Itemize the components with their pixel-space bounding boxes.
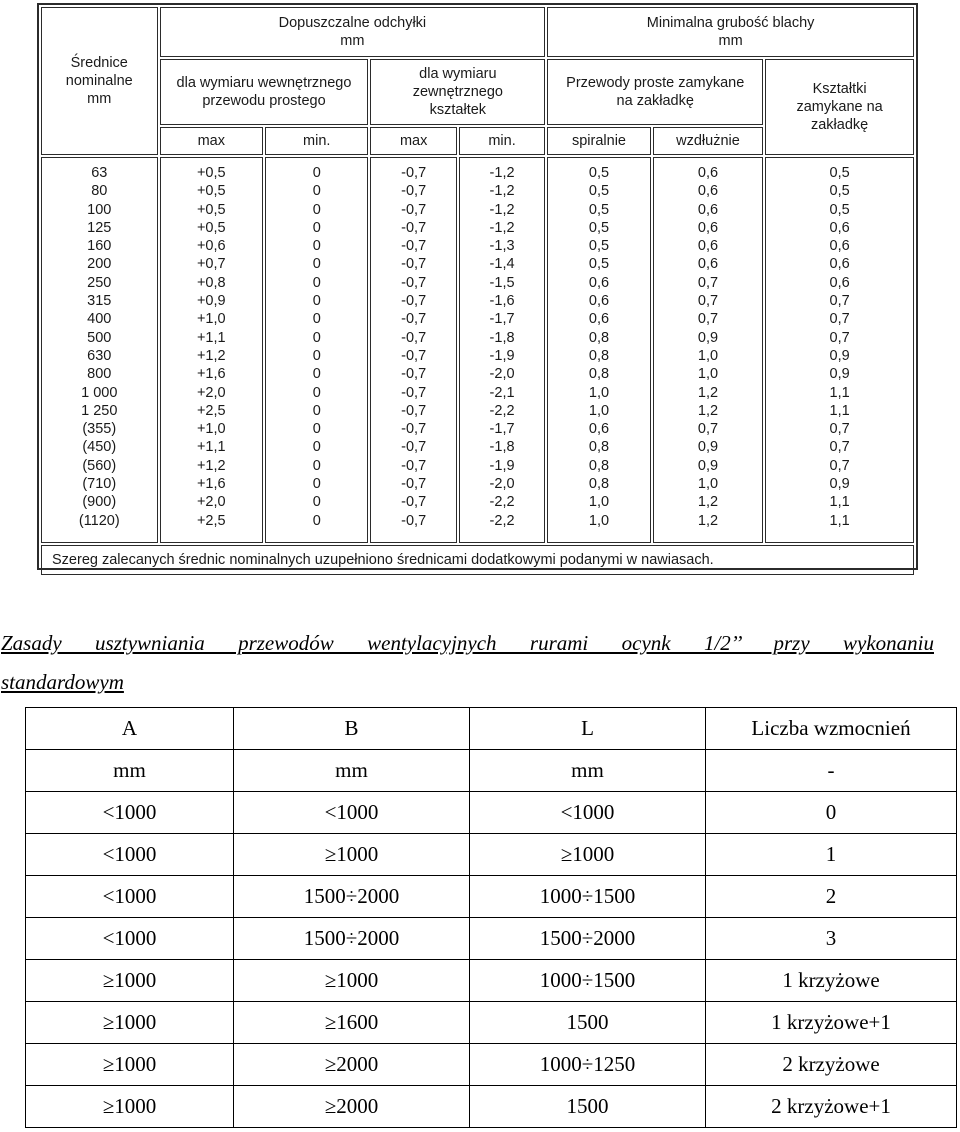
cell-wzdluz-6: 0,7 xyxy=(697,274,719,291)
cell-max_out-1: -0,7 xyxy=(401,183,427,200)
table-cell: 1000÷1500 xyxy=(470,960,706,1002)
cell-wzdluz-7: 0,7 xyxy=(697,293,719,310)
cell-max_in-9: +1,1 xyxy=(196,329,226,346)
cell-ksztaltki-11: 0,9 xyxy=(829,366,850,383)
cell-diam-12: 1 000 xyxy=(81,384,118,401)
cell-min_in-2: 0 xyxy=(312,201,321,218)
table-cell: 1500 xyxy=(470,1002,706,1044)
table-cell: 2 krzyżowe+1 xyxy=(706,1086,957,1128)
cell-diam-10: 630 xyxy=(87,347,112,364)
cell-ksztaltki-4: 0,6 xyxy=(829,238,850,255)
cell-max_out-17: -0,7 xyxy=(401,476,427,493)
cell-diam-3: 125 xyxy=(87,219,112,236)
cell-max_out-2: -0,7 xyxy=(401,201,427,218)
table-cell: <1000 xyxy=(26,792,234,834)
header-min-inner: min. xyxy=(265,127,368,155)
cell-max_in-19: +2,5 xyxy=(196,512,226,529)
header-fittings: Kształtki zamykane na zakładkę xyxy=(765,59,914,155)
cell-spiral-6: 0,6 xyxy=(588,274,610,291)
table-row xyxy=(26,708,957,750)
table-cell: 1500 xyxy=(470,1086,706,1128)
cell-min_in-5: 0 xyxy=(312,256,321,273)
table-cell: ≥1000 xyxy=(26,1086,234,1128)
cell-wzdluz-17: 1,0 xyxy=(697,476,719,493)
cell-max_out-5: -0,7 xyxy=(401,256,427,273)
cell-spiral-4: 0,5 xyxy=(588,238,610,255)
cell-ksztaltki-10: 0,9 xyxy=(829,347,850,364)
diameter-tolerance-table-frame xyxy=(37,3,918,570)
cell-max_out-3: -0,7 xyxy=(401,219,427,236)
cell-spiral-3: 0,5 xyxy=(588,219,610,236)
cell-min_out-13: -2,2 xyxy=(489,402,515,419)
table-row xyxy=(26,1002,957,1044)
cell-min_out-16: -1,9 xyxy=(489,457,515,474)
cell-max_in-17: +1,6 xyxy=(196,476,226,493)
cell-min_out-8: -1,7 xyxy=(489,311,515,328)
cell-ksztaltki-18: 1,1 xyxy=(829,494,850,511)
table-cell: mm xyxy=(234,750,470,792)
cell-min_in-14: 0 xyxy=(312,421,321,438)
cell-ksztaltki-6: 0,6 xyxy=(829,274,850,291)
table-row xyxy=(26,960,957,1002)
cell-wzdluz-19: 1,2 xyxy=(697,512,719,529)
cell-wzdluz-18: 1,2 xyxy=(697,494,719,511)
cell-max_out-12: -0,7 xyxy=(401,384,427,401)
cell-min_out-0: -1,2 xyxy=(489,165,515,181)
table-cell: <1000 xyxy=(26,834,234,876)
header-inner-dimension: dla wymiaru wewnętrznego przewodu prostego xyxy=(160,59,369,125)
table-cell: ≥1000 xyxy=(470,834,706,876)
table-cell: A xyxy=(26,708,234,750)
cell-ksztaltki-17: 0,9 xyxy=(829,476,850,493)
cell-wzdluz-2: 0,6 xyxy=(697,201,719,218)
table-cell: ≥1000 xyxy=(26,960,234,1002)
cell-diam-1: 80 xyxy=(91,183,108,200)
cell-min_out-19: -2,2 xyxy=(489,512,515,529)
cell-min_in-10: 0 xyxy=(312,347,321,364)
cell-diam-4: 160 xyxy=(87,238,112,255)
header-spiral: spiralnie xyxy=(547,127,650,155)
cell-diam-0: 63 xyxy=(91,165,108,181)
table-row xyxy=(26,1044,957,1086)
table-cell: 0 xyxy=(706,792,957,834)
cell-diam-18: (900) xyxy=(82,494,117,511)
column-fittings xyxy=(765,157,914,543)
table-cell: <1000 xyxy=(26,918,234,960)
cell-ksztaltki-2: 0,5 xyxy=(829,201,850,218)
header-max-outer: max xyxy=(370,127,456,155)
cell-spiral-11: 0,8 xyxy=(588,366,610,383)
table-row xyxy=(26,750,957,792)
cell-max_in-8: +1,0 xyxy=(196,311,226,328)
table-cell: ≥1000 xyxy=(26,1002,234,1044)
cell-min_in-11: 0 xyxy=(312,366,321,383)
cell-max_in-14: +1,0 xyxy=(196,421,226,438)
cell-wzdluz-14: 0,7 xyxy=(697,421,719,438)
column-min-inner xyxy=(265,157,368,543)
cell-wzdluz-15: 0,9 xyxy=(697,439,719,456)
cell-max_in-7: +0,9 xyxy=(196,293,226,310)
cell-wzdluz-8: 0,7 xyxy=(697,311,719,328)
cell-diam-9: 500 xyxy=(87,329,112,346)
table-cell: ≥1000 xyxy=(234,960,470,1002)
cell-min_in-18: 0 xyxy=(312,494,321,511)
cell-diam-15: (450) xyxy=(82,439,117,456)
cell-max_in-12: +2,0 xyxy=(196,384,226,401)
cell-wzdluz-9: 0,9 xyxy=(697,329,719,346)
column-diameter xyxy=(41,157,158,543)
cell-max_out-4: -0,7 xyxy=(401,238,427,255)
table-cell: - xyxy=(706,750,957,792)
table-cell: <1000 xyxy=(470,792,706,834)
header-tolerances: Dopuszczalne odchyłki mm xyxy=(160,7,546,57)
cell-min_in-17: 0 xyxy=(312,476,321,493)
table-cell: 1000÷1500 xyxy=(470,876,706,918)
table-row xyxy=(26,876,957,918)
cell-min_out-14: -1,7 xyxy=(489,421,515,438)
cell-diam-2: 100 xyxy=(87,201,112,218)
table-cell: 2 krzyżowe xyxy=(706,1044,957,1086)
cell-spiral-13: 1,0 xyxy=(588,402,610,419)
cell-min_in-3: 0 xyxy=(312,219,321,236)
table-note: Szereg zalecanych średnic nominalnych uzupełniono średnicami dodatkowymi podanymi w nawiasach. xyxy=(41,545,914,575)
table-cell: 3 xyxy=(706,918,957,960)
reinforcement-table xyxy=(25,707,957,1128)
cell-min_in-4: 0 xyxy=(312,238,321,255)
cell-diam-7: 315 xyxy=(87,293,112,310)
table-cell: 1 xyxy=(706,834,957,876)
cell-min_out-6: -1,5 xyxy=(489,274,515,291)
cell-spiral-18: 1,0 xyxy=(588,494,610,511)
cell-max_in-10: +1,2 xyxy=(196,347,226,364)
cell-spiral-8: 0,6 xyxy=(588,311,610,328)
cell-max_out-13: -0,7 xyxy=(401,402,427,419)
cell-spiral-5: 0,5 xyxy=(588,256,610,273)
column-max-outer xyxy=(370,157,456,543)
cell-spiral-2: 0,5 xyxy=(588,201,610,218)
cell-ksztaltki-12: 1,1 xyxy=(829,384,850,401)
cell-max_out-16: -0,7 xyxy=(401,457,427,474)
cell-wzdluz-10: 1,0 xyxy=(697,347,719,364)
reinforcement-table-body xyxy=(26,708,957,1128)
table-cell: Liczba wzmocnień xyxy=(706,708,957,750)
cell-diam-11: 800 xyxy=(87,366,112,383)
table-cell: L xyxy=(470,708,706,750)
cell-min_in-13: 0 xyxy=(312,402,321,419)
cell-min_out-1: -1,2 xyxy=(489,183,515,200)
cell-min_out-4: -1,3 xyxy=(489,238,515,255)
cell-min_out-18: -2,2 xyxy=(489,494,515,511)
cell-wzdluz-11: 1,0 xyxy=(697,366,719,383)
cell-ksztaltki-14: 0,7 xyxy=(829,421,850,438)
cell-ksztaltki-8: 0,7 xyxy=(829,311,850,328)
table-cell: ≥2000 xyxy=(234,1044,470,1086)
cell-spiral-10: 0,8 xyxy=(588,347,610,364)
cell-wzdluz-4: 0,6 xyxy=(697,238,719,255)
cell-max_in-16: +1,2 xyxy=(196,457,226,474)
cell-min_in-9: 0 xyxy=(312,329,321,346)
cell-spiral-16: 0,8 xyxy=(588,457,610,474)
table-cell: 2 xyxy=(706,876,957,918)
table-cell: 1 krzyżowe+1 xyxy=(706,1002,957,1044)
header-longitudinal: wzdłużnie xyxy=(653,127,764,155)
cell-spiral-7: 0,6 xyxy=(588,293,610,310)
cell-min_in-1: 0 xyxy=(312,183,321,200)
table-row xyxy=(26,792,957,834)
cell-max_out-7: -0,7 xyxy=(401,293,427,310)
cell-max_in-5: +0,7 xyxy=(196,256,226,273)
cell-max_in-3: +0,5 xyxy=(196,219,226,236)
column-longitudinal xyxy=(653,157,764,543)
cell-diam-6: 250 xyxy=(87,274,112,291)
cell-diam-5: 200 xyxy=(87,256,112,273)
cell-spiral-14: 0,6 xyxy=(588,421,610,438)
cell-spiral-15: 0,8 xyxy=(588,439,610,456)
cell-spiral-9: 0,8 xyxy=(588,329,610,346)
cell-max_in-13: +2,5 xyxy=(196,402,226,419)
cell-max_out-15: -0,7 xyxy=(401,439,427,456)
cell-ksztaltki-5: 0,6 xyxy=(829,256,850,273)
header-outer-dimension: dla wymiaru zewnętrznego kształtek xyxy=(370,59,545,125)
table-cell: B xyxy=(234,708,470,750)
cell-min_out-10: -1,9 xyxy=(489,347,515,364)
cell-max_out-14: -0,7 xyxy=(401,421,427,438)
table-cell: 1500÷2000 xyxy=(470,918,706,960)
cell-max_out-11: -0,7 xyxy=(401,366,427,383)
table-cell: 1500÷2000 xyxy=(234,876,470,918)
cell-min_out-3: -1,2 xyxy=(489,219,515,236)
cell-wzdluz-0: 0,6 xyxy=(697,165,719,181)
cell-ksztaltki-15: 0,7 xyxy=(829,439,850,456)
cell-min_out-7: -1,6 xyxy=(489,293,515,310)
cell-min_out-9: -1,8 xyxy=(489,329,515,346)
cell-max_out-9: -0,7 xyxy=(401,329,427,346)
cell-ksztaltki-7: 0,7 xyxy=(829,293,850,310)
cell-max_in-4: +0,6 xyxy=(196,238,226,255)
cell-diam-16: (560) xyxy=(82,457,117,474)
cell-diam-19: (1120) xyxy=(78,512,120,529)
table-row xyxy=(26,918,957,960)
cell-min_out-17: -2,0 xyxy=(489,476,515,493)
cell-ksztaltki-16: 0,7 xyxy=(829,457,850,474)
table-cell: ≥1000 xyxy=(26,1044,234,1086)
cell-min_in-15: 0 xyxy=(312,439,321,456)
cell-spiral-17: 0,8 xyxy=(588,476,610,493)
table-cell: ≥2000 xyxy=(234,1086,470,1128)
cell-spiral-12: 1,0 xyxy=(588,384,610,401)
cell-ksztaltki-1: 0,5 xyxy=(829,183,850,200)
cell-min_out-2: -1,2 xyxy=(489,201,515,218)
cell-min_out-11: -2,0 xyxy=(489,366,515,383)
cell-max_in-18: +2,0 xyxy=(196,494,226,511)
cell-min_in-7: 0 xyxy=(312,293,321,310)
table-cell: mm xyxy=(470,750,706,792)
cell-spiral-1: 0,5 xyxy=(588,183,610,200)
table-row xyxy=(26,1086,957,1128)
cell-wzdluz-3: 0,6 xyxy=(697,219,719,236)
table-cell: <1000 xyxy=(26,876,234,918)
cell-ksztaltki-19: 1,1 xyxy=(829,512,850,529)
table-cell: 1500÷2000 xyxy=(234,918,470,960)
column-spiral xyxy=(547,157,650,543)
cell-min_in-12: 0 xyxy=(312,384,321,401)
table-cell: <1000 xyxy=(234,792,470,834)
cell-diam-8: 400 xyxy=(87,311,112,328)
cell-ksztaltki-13: 1,1 xyxy=(829,402,850,419)
header-diameter: Średnice nominalne mm xyxy=(41,7,158,155)
cell-max_in-0: +0,5 xyxy=(196,165,226,181)
table-cell: 1000÷1250 xyxy=(470,1044,706,1086)
diameter-tolerance-table xyxy=(39,5,916,577)
cell-max_out-8: -0,7 xyxy=(401,311,427,328)
cell-max_out-6: -0,7 xyxy=(401,274,427,291)
table-cell: ≥1000 xyxy=(234,834,470,876)
cell-wzdluz-12: 1,2 xyxy=(697,384,719,401)
cell-max_in-1: +0,5 xyxy=(196,183,226,200)
cell-ksztaltki-0: 0,5 xyxy=(829,165,850,181)
cell-spiral-19: 1,0 xyxy=(588,512,610,529)
table-row xyxy=(26,834,957,876)
cell-min_in-6: 0 xyxy=(312,274,321,291)
cell-max_in-2: +0,5 xyxy=(196,201,226,218)
cell-min_in-0: 0 xyxy=(312,165,321,181)
cell-max_in-6: +0,8 xyxy=(196,274,226,291)
header-max-inner: max xyxy=(160,127,263,155)
cell-max_out-10: -0,7 xyxy=(401,347,427,364)
cell-max_in-11: +1,6 xyxy=(196,366,226,383)
cell-min_in-8: 0 xyxy=(312,311,321,328)
cell-min_in-19: 0 xyxy=(312,512,321,529)
header-min-outer: min. xyxy=(459,127,545,155)
header-straight-ducts: Przewody proste zamykane na zakładkę xyxy=(547,59,763,125)
cell-ksztaltki-9: 0,7 xyxy=(829,329,850,346)
cell-min_in-16: 0 xyxy=(312,457,321,474)
cell-max_out-19: -0,7 xyxy=(401,512,427,529)
table-cell: 1 krzyżowe xyxy=(706,960,957,1002)
cell-wzdluz-13: 1,2 xyxy=(697,402,719,419)
header-min-thickness: Minimalna grubość blachy mm xyxy=(547,7,914,57)
cell-wzdluz-1: 0,6 xyxy=(697,183,719,200)
cell-diam-14: (355) xyxy=(82,421,117,438)
caption-line-2: standardowym xyxy=(1,670,124,694)
cell-min_out-12: -2,1 xyxy=(489,384,515,401)
column-min-outer xyxy=(459,157,545,543)
cell-min_out-15: -1,8 xyxy=(489,439,515,456)
cell-wzdluz-5: 0,6 xyxy=(697,256,719,273)
cell-max_in-15: +1,1 xyxy=(196,439,226,456)
table-cell: ≥1600 xyxy=(234,1002,470,1044)
column-max-inner xyxy=(160,157,263,543)
table-cell: mm xyxy=(26,750,234,792)
cell-min_out-5: -1,4 xyxy=(489,256,515,273)
cell-max_out-18: -0,7 xyxy=(401,494,427,511)
cell-diam-17: (710) xyxy=(82,476,117,493)
cell-max_out-0: -0,7 xyxy=(401,165,427,181)
cell-spiral-0: 0,5 xyxy=(588,165,610,181)
cell-ksztaltki-3: 0,6 xyxy=(829,219,850,236)
cell-diam-13: 1 250 xyxy=(81,402,118,419)
cell-wzdluz-16: 0,9 xyxy=(697,457,719,474)
caption-line-1: Zasady usztywniania przewodów wentylacyjnych rurami ocynk 1/2’’ przy wykonaniu xyxy=(1,631,934,655)
